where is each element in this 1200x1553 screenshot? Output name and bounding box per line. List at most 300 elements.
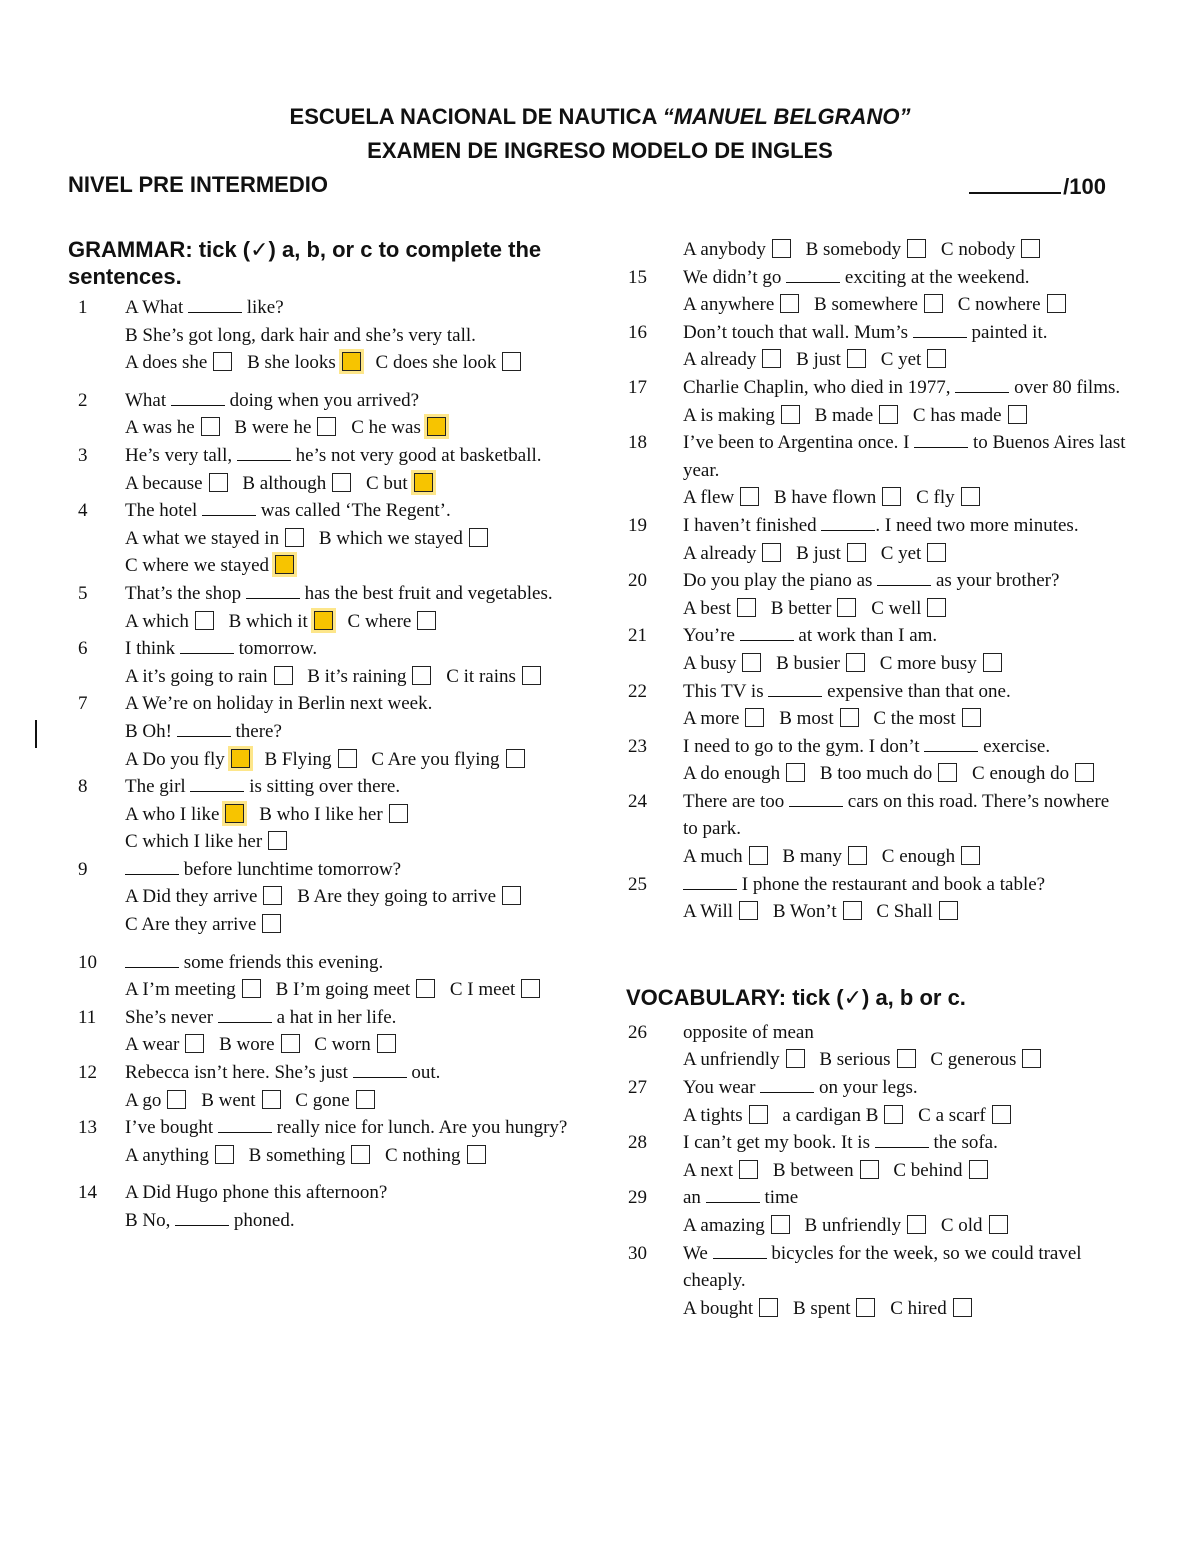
question-7 — [68, 690, 568, 773]
question-17 — [626, 374, 1126, 429]
option-label: A anything — [125, 1144, 209, 1166]
answer-option — [683, 653, 761, 674]
question-text: I’ve been to Argentina once. I to Buenos Aires last year. — [683, 432, 1126, 481]
option-label: C more busy — [879, 652, 977, 674]
checkbox[interactable] — [377, 1034, 396, 1053]
answer-blank — [188, 296, 242, 313]
option-label: A anybody — [683, 239, 766, 260]
option-label: B many — [782, 846, 843, 868]
option-label: C where we stayed — [125, 555, 270, 577]
checkbox[interactable] — [907, 1215, 926, 1234]
checkbox[interactable] — [939, 901, 958, 920]
question-text: You wear on your legs. — [683, 1077, 918, 1099]
question-25 — [626, 871, 1126, 926]
checkbox[interactable] — [847, 349, 866, 368]
answer-blank — [913, 321, 967, 338]
question-16 — [626, 319, 1126, 374]
option-label: B made — [814, 404, 874, 426]
answer-blank — [786, 266, 840, 283]
answer-option — [893, 1160, 987, 1181]
answer-option — [820, 763, 957, 784]
score-blank[interactable] — [969, 172, 1061, 194]
checkbox[interactable] — [856, 1298, 875, 1317]
checkbox[interactable] — [521, 979, 540, 998]
answer-option — [683, 349, 781, 370]
question-number: 14 — [78, 1182, 97, 1204]
answer-blank — [955, 376, 1009, 393]
question-4 — [68, 497, 568, 580]
option-label: A bought — [683, 1297, 754, 1319]
answer-option — [683, 846, 768, 867]
option-label: C Are you flying — [371, 748, 500, 770]
option-label: A tights — [683, 1104, 743, 1126]
question-text: B Oh! there? — [125, 720, 282, 742]
question-18 — [626, 429, 1126, 512]
answer-option — [814, 294, 943, 315]
checkbox[interactable] — [843, 901, 862, 920]
answer-option — [890, 1298, 971, 1319]
question-text: A Did Hugo phone this afternoon? — [125, 1182, 388, 1204]
answer-option — [376, 352, 522, 373]
checkbox[interactable] — [209, 473, 228, 492]
question-number: 1 — [78, 297, 88, 318]
checkbox-selected[interactable] — [231, 749, 250, 768]
question-number: 15 — [628, 266, 647, 288]
checkbox[interactable] — [927, 349, 946, 368]
question-21 — [626, 622, 1126, 677]
option-label: A busy — [683, 652, 737, 674]
option-label: B busier — [776, 652, 840, 674]
checkbox[interactable] — [274, 666, 293, 685]
option-label: B between — [772, 1159, 854, 1181]
answer-option — [941, 1215, 1008, 1236]
question-10 — [68, 949, 568, 1004]
answer-option — [125, 749, 250, 770]
option-label: C old — [940, 1215, 983, 1236]
checkbox[interactable] — [924, 294, 943, 313]
option-label: B have flown — [773, 487, 877, 509]
question-text: The hotel was called ‘The Regent’. — [125, 500, 451, 522]
answer-option — [125, 528, 304, 549]
answer-option — [385, 1145, 485, 1166]
answer-options — [125, 801, 568, 856]
answer-option — [247, 352, 361, 373]
answer-options — [125, 414, 568, 442]
question-number: 19 — [628, 514, 647, 536]
answer-blank — [180, 637, 234, 654]
answer-option — [371, 749, 524, 770]
checkbox[interactable] — [242, 979, 261, 998]
question-number: 10 — [78, 951, 97, 973]
question-28 — [626, 1129, 1126, 1184]
checkbox[interactable] — [927, 598, 946, 617]
question-30 — [626, 1240, 1126, 1323]
option-label: A anywhere — [683, 294, 775, 316]
option-label: B just — [796, 349, 841, 371]
option-label: A who I like — [125, 803, 220, 825]
question-number: 30 — [628, 1242, 647, 1264]
question-6 — [68, 635, 568, 690]
checkbox[interactable] — [927, 543, 946, 562]
answer-option — [806, 239, 927, 260]
option-label: C he was — [351, 417, 421, 439]
option-label: A what we stayed in — [125, 527, 280, 549]
checkbox[interactable] — [739, 1160, 758, 1179]
checkbox-selected[interactable] — [342, 352, 361, 371]
question-8 — [68, 773, 568, 856]
checkbox[interactable] — [416, 979, 435, 998]
option-label: A already — [683, 349, 757, 371]
option-label: A wear — [125, 1034, 180, 1056]
option-label: B Flying — [264, 748, 332, 770]
question-number: 6 — [78, 638, 88, 660]
question-cont — [626, 236, 1126, 264]
checkbox[interactable] — [1075, 763, 1094, 782]
answer-options — [125, 470, 568, 498]
question-number: 26 — [628, 1021, 647, 1043]
checkbox[interactable] — [332, 473, 351, 492]
answer-blank — [190, 775, 244, 792]
answer-options — [683, 484, 1126, 512]
answer-blank — [218, 1006, 272, 1023]
answer-option — [125, 804, 244, 825]
checkbox[interactable] — [215, 1145, 234, 1164]
answer-options — [683, 1295, 1126, 1323]
question-number: 21 — [628, 625, 647, 647]
checkbox[interactable] — [1008, 405, 1027, 424]
checkbox[interactable] — [749, 1105, 768, 1124]
checkbox[interactable] — [860, 1160, 879, 1179]
answer-option — [683, 405, 800, 426]
option-label: C enough — [881, 846, 956, 868]
answer-option — [242, 473, 351, 494]
answer-options — [683, 760, 1126, 788]
checkbox-selected[interactable] — [414, 473, 433, 492]
question-number: 28 — [628, 1132, 647, 1154]
option-label: A does she — [125, 352, 208, 374]
answer-option — [683, 1215, 790, 1236]
checkbox[interactable] — [786, 763, 805, 782]
option-label: C fly — [916, 487, 955, 509]
checkbox[interactable] — [879, 405, 898, 424]
question-text: I can’t get my book. It is the sofa. — [683, 1132, 998, 1154]
question-text: Rebecca isn’t here. She’s just out. — [125, 1062, 441, 1084]
question-24 — [626, 788, 1126, 871]
question-text: There are too cars on this road. There’s nowhere to park. — [683, 790, 1110, 840]
answer-option — [913, 405, 1027, 426]
checkbox[interactable] — [772, 239, 791, 258]
option-label: A next — [683, 1159, 734, 1181]
checkbox[interactable] — [506, 749, 525, 768]
checkbox[interactable] — [749, 846, 768, 865]
checkbox[interactable] — [740, 487, 759, 506]
option-label: B were he — [234, 417, 312, 439]
question-number: 29 — [628, 1187, 647, 1209]
answer-option — [125, 1090, 186, 1111]
question-number: 2 — [78, 389, 88, 411]
answer-option — [972, 763, 1094, 784]
checkbox[interactable] — [781, 405, 800, 424]
answer-options — [683, 236, 1126, 264]
option-label: B better — [770, 597, 832, 619]
option-label: B I’m going meet — [275, 979, 411, 1001]
question-2 — [68, 387, 568, 442]
option-label: A more — [683, 708, 740, 730]
answer-option — [125, 352, 232, 373]
checkbox[interactable] — [201, 417, 220, 436]
option-label: A Will — [683, 901, 734, 923]
checkbox[interactable] — [840, 708, 859, 727]
answer-options — [683, 1157, 1126, 1185]
checkbox[interactable] — [213, 352, 232, 371]
checkbox[interactable] — [786, 1049, 805, 1068]
answer-options — [683, 650, 1126, 678]
checkbox[interactable] — [1047, 294, 1066, 313]
right-column — [626, 236, 1126, 1322]
question-text: some friends this evening. — [125, 949, 568, 977]
question-23 — [626, 733, 1126, 788]
option-label: A I’m meeting — [125, 979, 236, 1001]
option-label: a cardigan B — [782, 1104, 879, 1126]
checkbox[interactable] — [502, 886, 521, 905]
checkbox[interactable] — [737, 598, 756, 617]
answer-blank — [175, 1209, 229, 1226]
checkbox[interactable] — [262, 914, 281, 933]
checkbox[interactable] — [762, 349, 781, 368]
answer-blank — [683, 873, 737, 890]
question-text: What doing when you arrived? — [125, 389, 420, 411]
answer-option — [871, 598, 946, 619]
question-text: I’ve bought really nice for lunch. Are you hungry? — [125, 1117, 568, 1139]
checkbox[interactable] — [969, 1160, 988, 1179]
question-number: 23 — [628, 735, 647, 757]
checkbox[interactable] — [882, 487, 901, 506]
answer-blank — [706, 1186, 760, 1203]
option-label: C hired — [890, 1297, 947, 1319]
answer-options — [125, 746, 568, 774]
question-text: an time — [683, 1187, 799, 1209]
option-label: C nothing — [385, 1144, 461, 1166]
answer-options — [683, 595, 1126, 623]
answer-option — [776, 653, 865, 674]
option-label: A because — [125, 472, 203, 494]
answer-blank — [924, 735, 978, 752]
checkbox[interactable] — [992, 1105, 1011, 1124]
answer-option — [880, 653, 1002, 674]
option-label: A flew — [683, 487, 735, 509]
answer-options — [683, 540, 1126, 568]
checkbox[interactable] — [739, 901, 758, 920]
checkbox-selected[interactable] — [427, 417, 446, 436]
answer-options — [125, 1031, 568, 1059]
answer-options — [683, 898, 1126, 926]
checkbox[interactable] — [356, 1090, 375, 1109]
answer-option — [683, 598, 756, 619]
answer-option — [219, 1034, 299, 1055]
checkbox[interactable] — [897, 1049, 916, 1068]
question-number: 3 — [78, 444, 88, 466]
checkbox[interactable] — [962, 708, 981, 727]
answer-blank — [914, 431, 968, 448]
answer-blank — [821, 514, 875, 531]
answer-option — [683, 1298, 778, 1319]
checkbox[interactable] — [317, 417, 336, 436]
option-label: C has made — [912, 404, 1002, 426]
option-label: C Are they arrive — [125, 914, 257, 936]
checkbox[interactable] — [185, 1034, 204, 1053]
answer-options — [683, 346, 1126, 374]
question-text: Don’t touch that wall. Mum’s painted it. — [683, 321, 1048, 343]
checkbox[interactable] — [742, 653, 761, 672]
checkbox[interactable] — [846, 653, 865, 672]
checkbox[interactable] — [469, 528, 488, 547]
answer-option — [782, 846, 867, 867]
answer-option — [958, 294, 1066, 315]
option-label: B went — [201, 1089, 256, 1111]
answer-option — [773, 1160, 879, 1181]
checkbox[interactable] — [771, 1215, 790, 1234]
option-label: C well — [871, 597, 922, 619]
checkbox[interactable] — [1021, 239, 1040, 258]
checkbox[interactable] — [953, 1298, 972, 1317]
checkbox[interactable] — [762, 543, 781, 562]
question-text: Charlie Chaplin, who died in 1977, over 80 films. — [683, 376, 1121, 398]
answer-option — [683, 294, 799, 315]
checkbox[interactable] — [759, 1298, 778, 1317]
checkbox[interactable] — [907, 239, 926, 258]
answer-option — [683, 708, 764, 729]
option-label: A Do you fly — [125, 748, 225, 770]
grammar-questions-continued — [626, 236, 1126, 926]
question-13 — [68, 1114, 568, 1169]
answer-option — [876, 901, 957, 922]
answer-option — [941, 239, 1040, 260]
question-number: 25 — [628, 873, 647, 895]
answer-option — [773, 901, 862, 922]
question-number: 17 — [628, 376, 647, 398]
checkbox[interactable] — [262, 1090, 281, 1109]
option-label: B Are they going to arrive — [297, 886, 497, 908]
answer-option — [125, 473, 228, 494]
question-text: B No, phoned. — [125, 1210, 295, 1231]
option-label: A is making — [683, 404, 775, 426]
answer-options — [683, 402, 1126, 430]
answer-option — [805, 1215, 927, 1236]
question-text: The girl is sitting over there. — [125, 776, 401, 798]
checkbox[interactable] — [351, 1145, 370, 1164]
checkbox[interactable] — [847, 543, 866, 562]
checkbox[interactable] — [938, 763, 957, 782]
option-label: A amazing — [683, 1215, 765, 1236]
checkbox[interactable] — [195, 611, 214, 630]
answer-option — [125, 611, 214, 632]
answer-options — [683, 1046, 1126, 1074]
option-label: B somewhere — [814, 294, 918, 316]
checkbox[interactable] — [412, 666, 431, 685]
option-label: C it rains — [446, 665, 516, 687]
checkbox[interactable] — [467, 1145, 486, 1164]
checkbox[interactable] — [285, 528, 304, 547]
answer-option — [366, 473, 433, 494]
exam-title: EXAMEN DE INGRESO MODELO DE INGLES — [367, 138, 833, 163]
option-label: C yet — [880, 542, 922, 564]
answer-option — [229, 611, 333, 632]
option-label: C enough do — [972, 763, 1070, 785]
option-label: B just — [796, 542, 841, 564]
checkbox[interactable] — [338, 749, 357, 768]
question-number: 20 — [628, 570, 647, 592]
question-22 — [626, 678, 1126, 733]
answer-option — [125, 979, 261, 1000]
option-label: B spent — [792, 1297, 851, 1319]
question-text: A What like? — [125, 297, 284, 318]
question-text: Do you play the piano as as your brother? — [683, 570, 1060, 592]
answer-option — [771, 598, 857, 619]
option-label: A it’s going to rain — [125, 665, 268, 687]
option-label: C gone — [295, 1089, 350, 1111]
answer-option — [125, 886, 282, 907]
answer-option — [125, 831, 287, 852]
checkbox[interactable] — [502, 352, 521, 371]
option-label: A was he — [125, 417, 195, 439]
answer-option — [249, 1145, 371, 1166]
checkbox[interactable] — [780, 294, 799, 313]
answer-option — [297, 886, 521, 907]
text-cursor — [35, 720, 37, 748]
option-label: A already — [683, 542, 757, 564]
answer-options — [125, 883, 568, 938]
vocabulary-title: VOCABULARY: tick (✓) a, b or c. — [626, 984, 966, 1010]
checkbox[interactable] — [1022, 1049, 1041, 1068]
checkbox[interactable] — [745, 708, 764, 727]
answer-options — [125, 1142, 568, 1170]
answer-option — [796, 543, 866, 564]
answer-option — [259, 804, 407, 825]
option-label: B which we stayed — [318, 527, 463, 549]
option-label: C nowhere — [957, 294, 1041, 316]
checkbox[interactable] — [989, 1215, 1008, 1234]
checkbox[interactable] — [263, 886, 282, 905]
checkbox[interactable] — [837, 598, 856, 617]
answer-option — [916, 487, 980, 508]
checkbox[interactable] — [848, 846, 867, 865]
answer-blank — [125, 858, 179, 875]
answer-option — [125, 555, 294, 576]
checkbox[interactable] — [522, 666, 541, 685]
answer-option — [276, 979, 436, 1000]
checkbox[interactable] — [389, 804, 408, 823]
checkbox-selected[interactable] — [225, 804, 244, 823]
checkbox[interactable] — [167, 1090, 186, 1109]
checkbox[interactable] — [961, 846, 980, 865]
answer-blank — [877, 569, 931, 586]
checkbox-selected[interactable] — [275, 555, 294, 574]
checkbox-selected[interactable] — [314, 611, 333, 630]
checkbox[interactable] — [268, 831, 287, 850]
answer-option — [125, 666, 293, 687]
question-15 — [626, 264, 1126, 319]
option-label: B serious — [819, 1049, 891, 1071]
checkbox[interactable] — [983, 653, 1002, 672]
question-text: I haven’t finished . I need two more minutes. — [683, 514, 1079, 536]
checkbox[interactable] — [961, 487, 980, 506]
checkbox[interactable] — [281, 1034, 300, 1053]
grammar-questions — [68, 294, 568, 1235]
checkbox[interactable] — [884, 1105, 903, 1124]
checkbox[interactable] — [417, 611, 436, 630]
option-label: A do enough — [683, 763, 781, 785]
question-text: I phone the restaurant and book a table? — [683, 871, 1126, 899]
